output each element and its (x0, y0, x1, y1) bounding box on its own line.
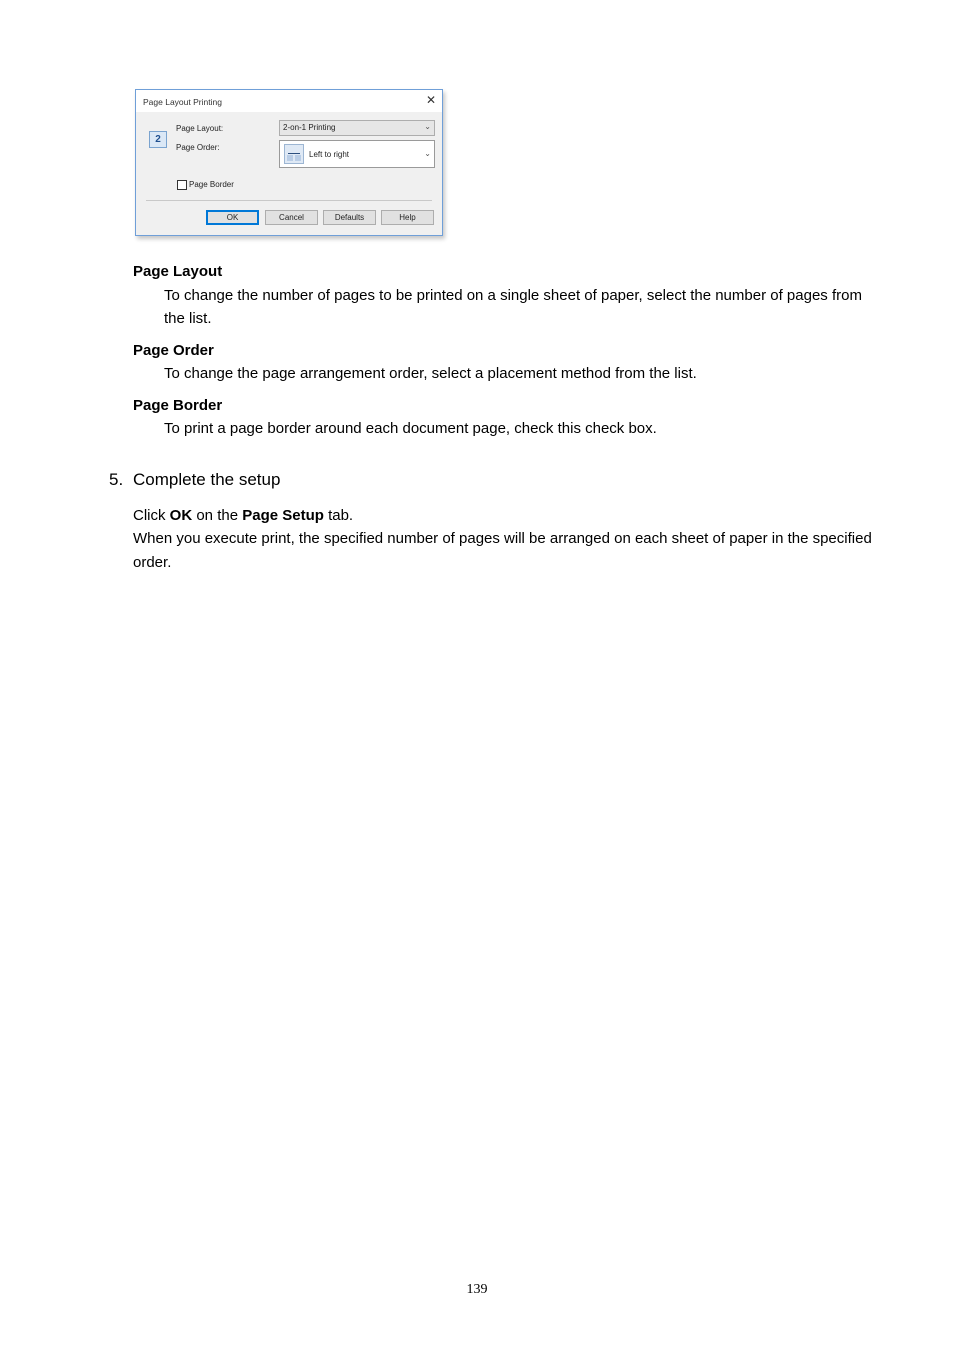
chevron-down-icon: ⌄ (424, 149, 431, 158)
ok-button[interactable]: OK (206, 210, 259, 225)
instruction-text: Click (133, 507, 170, 524)
term-page-border: Page Border (133, 397, 223, 414)
cancel-button[interactable]: Cancel (265, 210, 318, 225)
step-instruction (133, 504, 873, 528)
page-setup-tab-term: Page Setup (242, 507, 324, 524)
term-page-order: Page Order (133, 342, 214, 359)
thumbnail-arrow (288, 153, 300, 154)
page-layout-select[interactable] (279, 120, 435, 136)
instruction-text: on the (192, 507, 243, 524)
ok-term: OK (169, 507, 193, 524)
page-order-value: Left to right (309, 150, 350, 159)
dialog-title: Page Layout Printing (143, 97, 222, 107)
step-title: Complete the setup (133, 470, 281, 489)
page-layout-icon: 2 (149, 131, 167, 148)
page-order-label: Page Order: (176, 143, 220, 152)
term-page-layout: Page Layout (133, 263, 223, 280)
step-number: 5. (109, 470, 124, 489)
description-page-border: To print a page border around each document page, check this check box. (164, 420, 657, 437)
dialog-separator (146, 200, 432, 201)
step-result-text: When you execute print, the specified number of pages will be arranged on each sheet of paper in the specified order. (133, 530, 872, 571)
page-order-select[interactable] (279, 140, 435, 168)
defaults-button[interactable]: Defaults (323, 210, 376, 225)
chevron-down-icon: ⌄ (424, 122, 431, 131)
page-border-checkbox[interactable] (177, 180, 187, 190)
page-layout-printing-dialog (135, 89, 443, 236)
page-order-thumbnail-icon (284, 144, 304, 164)
page-layout-label: Page Layout: (176, 124, 224, 133)
page-number: 139 (466, 1282, 488, 1297)
page-border-label: Page Border (189, 180, 234, 189)
close-icon[interactable]: ✕ (425, 93, 436, 107)
thumbnail-cell (287, 155, 293, 161)
page-layout-value: 2-on-1 Printing (283, 123, 336, 132)
instruction-text: tab. (323, 507, 354, 524)
dialog-titlebar (136, 90, 442, 112)
description-page-order: To change the page arrangement order, select a placement method from the list. (164, 365, 697, 382)
description-page-layout: To change the number of pages to be printed on a single sheet of paper, select the number of pages from the list. (164, 287, 862, 327)
help-button[interactable]: Help (381, 210, 434, 225)
thumbnail-cell (295, 155, 301, 161)
